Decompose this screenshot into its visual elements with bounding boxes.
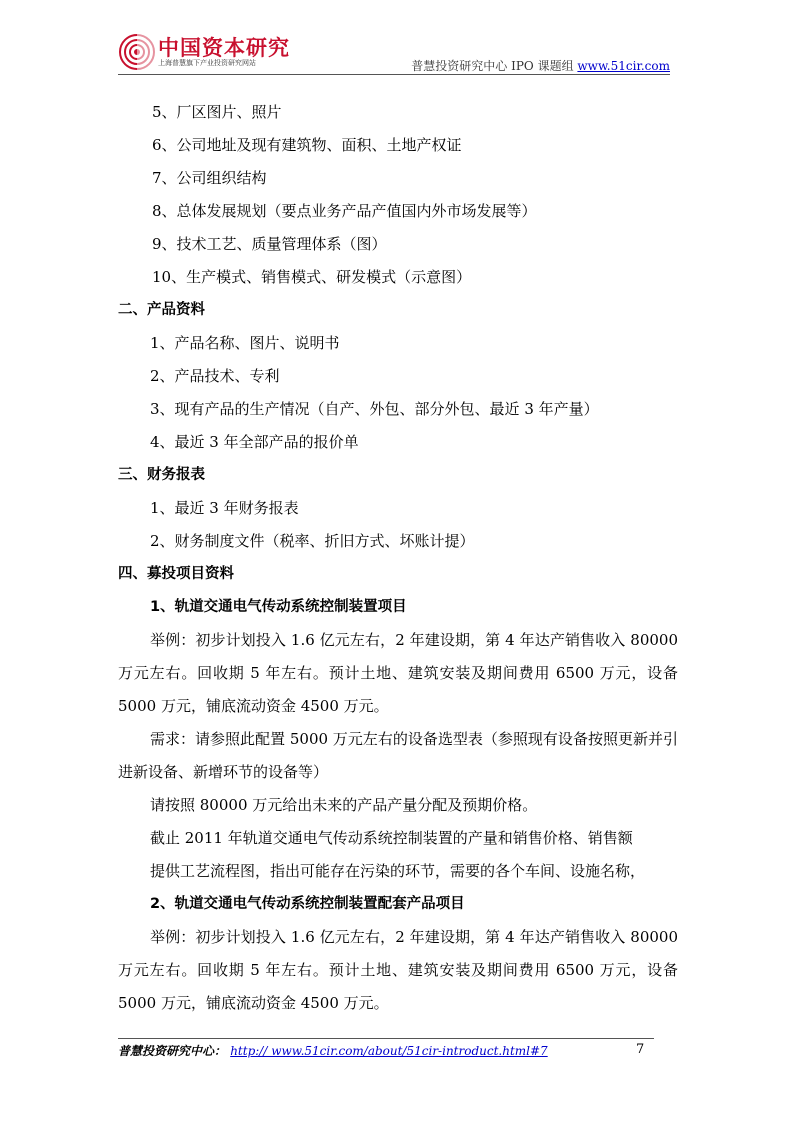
- project-2-title: 2、轨道交通电气传动系统控制装置配套产品项目: [150, 896, 465, 912]
- page-number: 7: [636, 1042, 645, 1057]
- list-item: 2、产品技术、专利: [150, 367, 280, 385]
- footer-link[interactable]: http:// www.51cir.com/about/51cir-introduct.html#7: [230, 1044, 548, 1058]
- header-divider: [118, 74, 670, 75]
- project-2-example: 举例：初步计划投入 1.6 亿元左右，2 年建设期，第 4 年达产销售收入 80000 万元左右。回收期 5 年左右。预计土地、建筑安装及期间费用 6500 万元，设备 5000 万元，铺底流动资金 4500 万元。: [118, 928, 678, 1012]
- list-item: 2、财务制度文件（税率、折旧方式、坏账计提）: [150, 532, 475, 550]
- project-1-example: 举例：初步计划投入 1.6 亿元左右，2 年建设期，第 4 年达产销售收入 80000 万元左右。回收期 5 年左右。预计土地、建筑安装及期间费用 6500 万元，设备 5000 万元，铺底流动资金 4500 万元。: [118, 631, 678, 715]
- header-center-label: [411, 57, 670, 74]
- project-1-note: 请按照 80000 万元给出未来的产品产量分配及预期价格。: [150, 796, 538, 814]
- footer-divider: [118, 1038, 654, 1039]
- section-heading-financials: 三、财务报表: [118, 467, 205, 483]
- list-item: 9、技术工艺、质量管理体系（图）: [152, 235, 387, 253]
- list-item: 8、总体发展规划（要点业务产品产值国内外市场发展等）: [152, 202, 537, 220]
- section-heading-products: 二、产品资料: [118, 302, 205, 318]
- project-1-demand: 需求：请参照此配置 5000 万元左右的设备选型表（参照现有设备按照更新并引进新设备、新增环节的设备等）: [118, 730, 678, 781]
- list-item: 3、现有产品的生产情况（自产、外包、部分外包、最近 3 年产量）: [150, 400, 599, 418]
- list-item: 5、厂区图片、照片: [152, 103, 282, 121]
- list-item: 1、最近 3 年财务报表: [150, 499, 299, 517]
- list-item: 4、最近 3 年全部产品的报价单: [150, 433, 359, 451]
- footer: [118, 1042, 548, 1059]
- logo-subtitle: 上海普慧旗下产业投资研究网站: [158, 59, 256, 67]
- project-1-note: 提供工艺流程图，指出可能存在污染的环节，需要的各个车间、设施名称，: [150, 862, 646, 880]
- section-heading-projects: 四、募投项目资料: [118, 566, 234, 582]
- footer-label: 普慧投资研究中心：: [118, 1044, 227, 1058]
- document-body: [118, 96, 678, 1020]
- list-item: 7、公司组织结构: [152, 169, 267, 187]
- list-item: 6、公司地址及现有建筑物、面积、土地产权证: [152, 136, 462, 154]
- logo-title: 中国资本研究: [158, 36, 290, 60]
- list-item: 10、生产模式、销售模式、研发模式（示意图）: [152, 268, 472, 286]
- project-1-title: 1、轨道交通电气传动系统控制装置项目: [150, 599, 407, 615]
- header-label: 普慧投资研究中心 IPO 课题组: [411, 59, 574, 73]
- logo-swirl-icon: [118, 32, 156, 72]
- project-1-note: 截止 2011 年轨道交通电气传动系统控制装置的产量和销售价格、销售额: [150, 829, 633, 847]
- list-item: 1、产品名称、图片、说明书: [150, 334, 340, 352]
- header-link[interactable]: www.51cir.com: [577, 59, 670, 73]
- logo: [118, 30, 288, 74]
